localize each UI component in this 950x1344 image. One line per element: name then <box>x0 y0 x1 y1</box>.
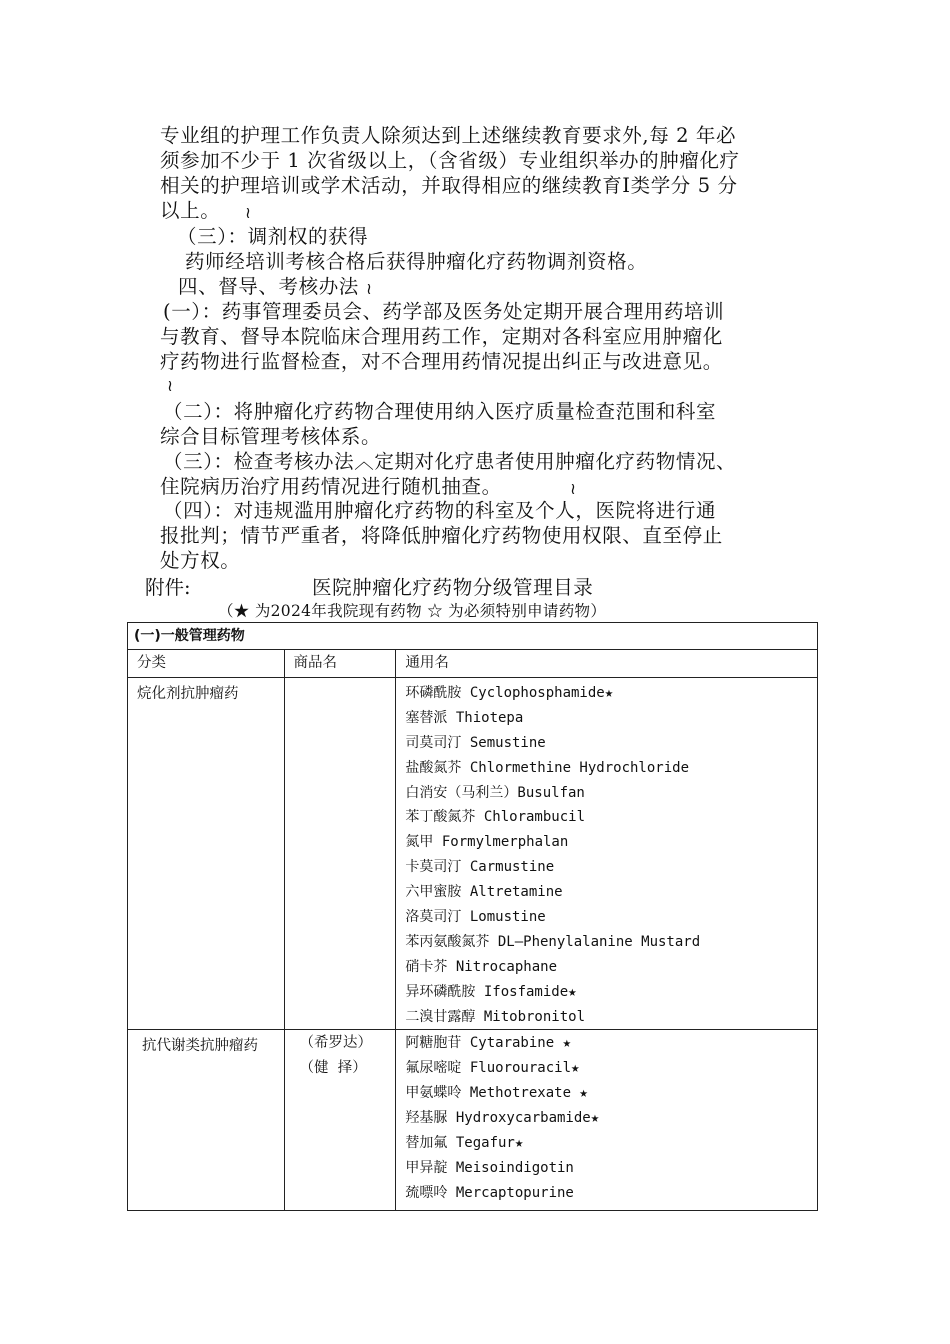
paragraph-line: （三）：检查考核办法︿定期对化疗患者使用肿瘤化疗药物情况、 <box>163 450 737 473</box>
paragraph-line: 药师经培训考核合格后获得肿瘤化疗药物调剂资格。 <box>185 250 648 273</box>
generic-name-cell <box>396 678 818 1030</box>
table-row <box>128 1030 818 1210</box>
paragraph-line: 以上。 <box>160 199 221 222</box>
header-category: 分类 <box>128 650 285 678</box>
drug-name: 甲异靛 Meisoindigotin <box>405 1159 574 1176</box>
drug-name: 白消安（马利兰）Busulfan <box>405 784 585 801</box>
drug-name: 二溴甘露醇 Mitobronitol <box>405 1008 585 1025</box>
drug-name: 羟基脲 Hydroxycarbamide★ <box>405 1110 600 1127</box>
drug-name: 塞替派 Thiotepa <box>405 709 524 726</box>
paragraph-line: 专业组的护理工作负责人除须达到上述继续教育要求外,每 2 年必 <box>160 124 737 147</box>
attachment-label: 附件: <box>145 576 191 599</box>
drug-name: 阿糖胞苷 Cytarabine ★ <box>405 1035 571 1052</box>
drug-name: 盐酸氮芥 Chlormethine Hydrochloride <box>405 759 689 776</box>
paragraph-line: (一）：药事管理委员会、药学部及医务处定期开展合理用药培训 <box>163 300 725 323</box>
header-trade-name: 商品名 <box>284 650 396 678</box>
paragraph-line: （二）：将肿瘤化疗药物合理使用纳入医疗质量检查范围和科室 <box>163 400 717 423</box>
attachment-title: 医院肿瘤化疗药物分级管理目录 <box>312 576 594 599</box>
drug-name: 异环磷酰胺 Ifosfamide★ <box>405 983 577 1000</box>
table-section-title: (一)一般管理药物 <box>128 623 818 650</box>
header-generic-name: 通用名 <box>396 650 818 678</box>
return-mark: ≀ <box>245 203 251 222</box>
drug-name: 环磷酰胺 Cyclophosphamide★ <box>405 685 614 701</box>
paragraph-line: 住院病历治疗用药情况进行随机抽查。 <box>160 475 502 498</box>
section-heading: 四、督导、考核办法 <box>178 275 359 298</box>
drug-name: 硝卡芥 Nitrocaphane <box>405 958 557 975</box>
drug-name: 卡莫司汀 Carmustine <box>405 859 555 876</box>
category-cell: 抗代谢类抗肿瘤药 <box>128 1030 285 1210</box>
section-heading: （三）：调剂权的获得 <box>177 225 369 248</box>
trade-name-cell <box>284 678 396 1030</box>
table-legend: （★ 为2024年我院现有药物 ☆ 为必须特别申请药物） <box>218 602 607 620</box>
drug-name: 巯嘌呤 Mercaptopurine <box>405 1184 574 1201</box>
drug-name: 替加氟 Tegafur★ <box>405 1135 524 1152</box>
generic-name-cell <box>396 1030 818 1210</box>
drug-name: 司莫司汀 Semustine <box>405 734 546 751</box>
paragraph-line: 处方权。 <box>160 549 241 572</box>
drug-name: 氟尿嘧啶 Fluorouracil★ <box>405 1060 580 1077</box>
table-header-row <box>128 650 818 678</box>
trade-name: （希罗达） <box>299 1035 373 1052</box>
drug-table <box>127 622 818 1211</box>
paragraph-line: 与教育、督导本院临床合理用药工作，定期对各科室应用肿瘤化 <box>160 325 723 348</box>
trade-name-cell <box>284 1030 396 1210</box>
paragraph-line: 报批判；情节严重者，将降低肿瘤化疗药物使用权限、直至停止 <box>160 524 723 547</box>
paragraph-line: 疗药物进行监督检查，对不合理用药情况提出纠正与改进意见。 <box>160 350 723 373</box>
trade-name: （健 择） <box>299 1060 367 1077</box>
drug-name: 苯丙氨酸氮芥 DL—Phenylalanine Mustard <box>405 933 701 950</box>
paragraph-line: 须参加不少于 1 次省级以上，（含省级）专业组织举办的肿瘤化疗 <box>160 149 740 172</box>
paragraph-line: 综合目标管理考核体系。 <box>160 425 382 448</box>
table-row <box>128 678 818 1030</box>
return-mark: ≀ <box>570 479 576 498</box>
return-mark: ≀ <box>366 279 372 298</box>
drug-name: 甲氨蝶呤 Methotrexate ★ <box>405 1085 588 1102</box>
drug-name: 洛莫司汀 Lomustine <box>405 909 546 926</box>
category-cell: 烷化剂抗肿瘤药 <box>128 678 285 1030</box>
drug-name: 氮甲 Formylmerphalan <box>405 834 569 851</box>
return-mark: ≀ <box>167 376 173 395</box>
drug-name: 六甲蜜胺 Altretamine <box>405 884 563 901</box>
drug-name: 苯丁酸氮芥 Chlorambucil <box>405 809 585 826</box>
paragraph-line: （四）：对违规滥用肿瘤化疗药物的科室及个人，医院将进行通 <box>163 499 717 522</box>
paragraph-line: 相关的护理培训或学术活动，并取得相应的继续教育Ⅰ类学分 5 分 <box>160 174 738 197</box>
